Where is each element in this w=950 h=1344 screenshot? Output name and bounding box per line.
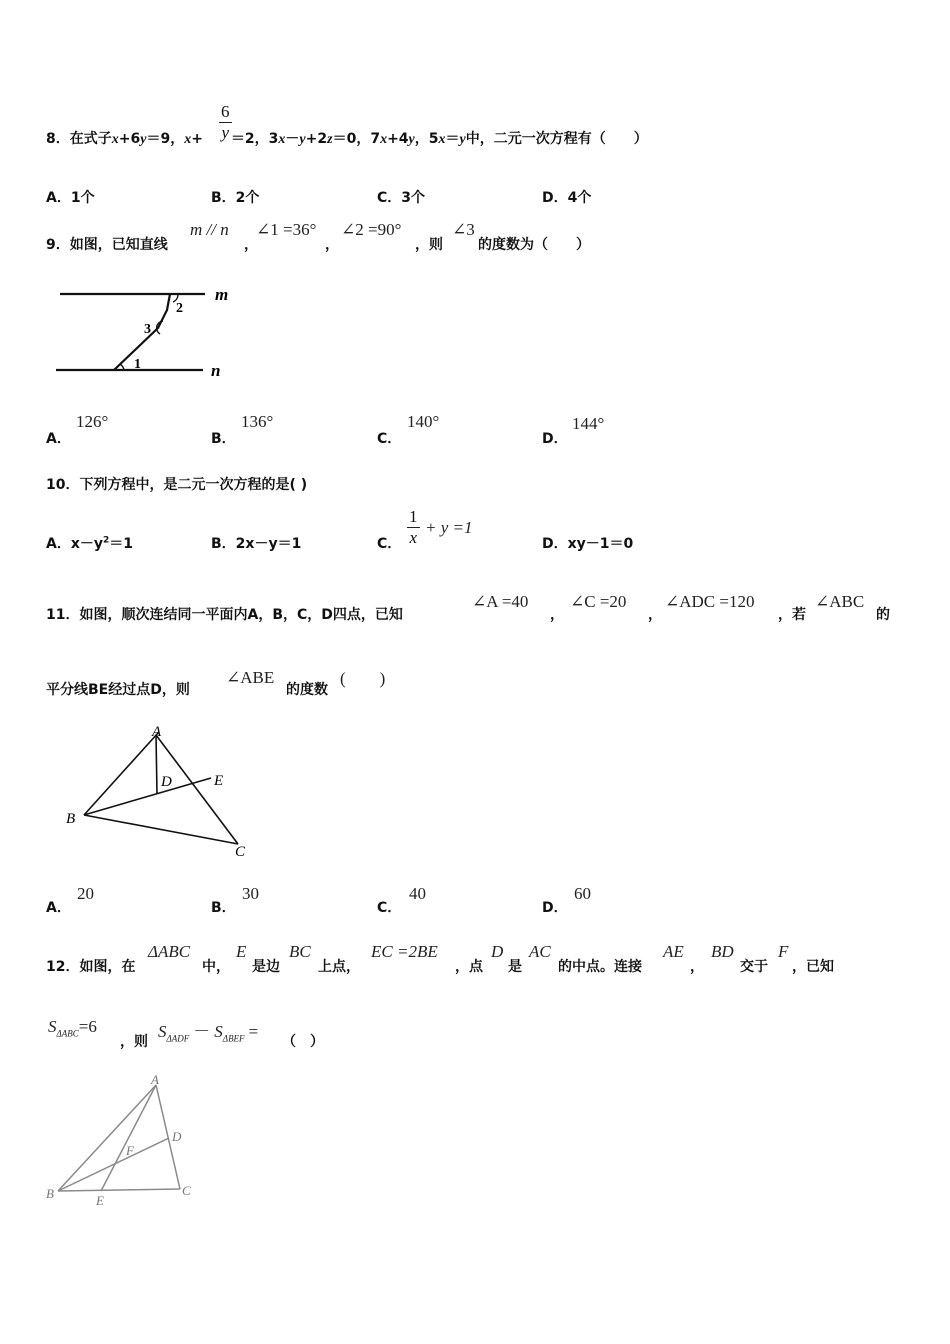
option-label: C． xyxy=(377,536,402,552)
area-subscript: ΔBEF xyxy=(222,1033,245,1044)
option-label: B． xyxy=(211,190,236,206)
q10-option-d[interactable] xyxy=(542,533,633,553)
q8-var: x xyxy=(380,132,388,147)
q9-text: 如图，已知直线 xyxy=(69,237,168,253)
q12-area-diff xyxy=(158,1017,258,1043)
q12-label-C: C xyxy=(182,1183,191,1198)
q11-math-angleABE: ∠ABE xyxy=(226,668,275,687)
q9-sep: ， xyxy=(325,237,339,253)
q9-sep: ， xyxy=(244,237,258,253)
q10-number: 10． xyxy=(46,477,80,493)
q8-text: 在式子 xyxy=(69,131,112,147)
q12-text: 中， xyxy=(202,959,230,975)
q11-label-D: D xyxy=(161,774,172,790)
option-label: D． xyxy=(542,190,568,206)
q12-segment-BC xyxy=(58,1189,180,1191)
q12-area-abc xyxy=(48,1017,97,1038)
q10-option-c[interactable] xyxy=(377,533,401,553)
q12-text: 是 xyxy=(508,959,522,975)
option-label: A． xyxy=(46,536,71,552)
q8-text: + xyxy=(191,131,203,147)
q9-text-post: 的度数为（ ） xyxy=(478,237,590,253)
q9-option-b[interactable] xyxy=(211,428,236,448)
q8-number: 8． xyxy=(46,131,70,147)
q12-text: 是边 xyxy=(252,959,280,975)
q12-label-B: B xyxy=(46,1186,54,1201)
option-label: B． xyxy=(211,536,236,552)
q8-option-b[interactable] xyxy=(211,187,259,207)
q11-answer-paren: ( ) xyxy=(340,669,386,688)
q8-var: y xyxy=(299,132,306,147)
q9-math-angle2: ∠2 =90° xyxy=(341,220,402,239)
q12-math-BC: BC xyxy=(289,942,311,961)
q9-math-parallel: m // n xyxy=(190,220,229,239)
q10-text: 下列方程中，是二元一次方程的是( ) xyxy=(79,477,308,493)
q9-option-d-value: 144° xyxy=(572,414,605,433)
q8-fraction-numerator: 6 xyxy=(221,102,230,121)
q11-label-E: E xyxy=(214,773,224,789)
option-label: B． xyxy=(211,900,236,916)
q12-answer-paren: （ ） xyxy=(282,1034,324,1050)
fraction-numerator: 1 xyxy=(409,507,418,526)
q8-option-d[interactable] xyxy=(542,187,591,207)
q8-text: +6 xyxy=(118,131,141,147)
fraction-denominator: x xyxy=(409,528,418,547)
q11-figure xyxy=(58,722,258,862)
q8-var: x xyxy=(438,132,446,147)
q12-text: ，则 xyxy=(120,1034,148,1050)
q8-var: x xyxy=(111,132,119,147)
q10-option-c-fraction xyxy=(407,507,420,548)
option-label: A． xyxy=(46,900,71,916)
q12-text: ， xyxy=(690,959,704,975)
q12-segment-BD xyxy=(58,1138,169,1191)
option-label: D． xyxy=(542,431,568,447)
q12-text: 如图，在 xyxy=(79,959,136,975)
q12-text: 交于 xyxy=(740,959,768,975)
q8-text: ＝9， xyxy=(146,131,185,147)
q11-option-b[interactable] xyxy=(211,897,236,917)
q9-math-angle1: ∠1 =36° xyxy=(256,220,317,239)
q11-text: 的 xyxy=(876,607,890,623)
option-label: C． xyxy=(377,900,402,916)
q8-text: 中，二元一次方程有（ ） xyxy=(465,131,648,147)
q11-segment-BE xyxy=(84,778,211,815)
q11-math-angleA: ∠A =40 xyxy=(472,592,529,611)
option-label: D． xyxy=(542,536,568,552)
q11-option-b-value: 30 xyxy=(242,884,259,903)
q11-option-d-value: 60 xyxy=(574,884,591,903)
q11-label-A: A xyxy=(152,724,162,740)
q8-text: ＝ xyxy=(445,131,460,147)
q9-label-1: 1 xyxy=(134,357,141,372)
area-symbol: S xyxy=(48,1017,57,1036)
q12-label-A: A xyxy=(151,1072,159,1087)
option-text: ＝1 xyxy=(109,536,134,552)
q11-sep: ， xyxy=(550,607,564,623)
q9-option-d[interactable] xyxy=(542,428,568,448)
q11-option-d[interactable] xyxy=(542,897,568,917)
q11-sep: ， xyxy=(648,607,662,623)
q11-number: 11． xyxy=(46,607,80,623)
q11-option-c-value: 40 xyxy=(409,884,426,903)
q9-math-angle3: ∠3 xyxy=(452,220,475,239)
q8-fraction-denominator: y xyxy=(221,123,230,142)
q12-label-D: D xyxy=(172,1129,182,1144)
option-label: A． xyxy=(46,431,71,447)
q8-text: － xyxy=(285,131,300,147)
q9-bent-line xyxy=(114,294,170,370)
q12-label-F: F xyxy=(126,1143,134,1158)
area-value: =6 xyxy=(78,1017,97,1036)
equals-sign: = xyxy=(248,1022,259,1041)
q10-option-a[interactable] xyxy=(46,533,133,553)
q9-stem xyxy=(46,234,168,254)
q9-label-2: 2 xyxy=(176,301,183,316)
q12-math-F: F xyxy=(778,942,789,961)
q9-label-m: m xyxy=(215,285,229,304)
q12-segment-AE xyxy=(101,1085,156,1191)
q12-label-E: E xyxy=(96,1193,104,1208)
q11-stem-line2: 平分线BE经过点D，则 xyxy=(46,682,190,698)
q12-math-triangle: ΔABC xyxy=(148,942,191,961)
option-exponent: 2 xyxy=(103,535,110,546)
q10-option-c-rest: + y =1 xyxy=(425,518,473,537)
q10-option-b[interactable] xyxy=(211,533,301,553)
q8-var: y xyxy=(459,132,466,147)
q12-math-ratio: EC =2BE xyxy=(371,942,438,961)
q12-text: ，已知 xyxy=(792,959,834,975)
q8-text: ＝0，7 xyxy=(332,131,381,147)
q9-figure xyxy=(50,278,250,383)
q8-text: ，5 xyxy=(414,131,439,147)
q9-label-3: 3 xyxy=(144,322,151,337)
q9-option-a[interactable] xyxy=(46,428,71,448)
q9-option-a-value: 126° xyxy=(76,412,109,431)
option-text: x－y xyxy=(70,536,103,552)
q9-option-c[interactable] xyxy=(377,428,401,448)
q12-text: ，点 xyxy=(455,959,483,975)
q8-var: x xyxy=(278,132,286,147)
q11-sep: ，若 xyxy=(778,607,806,623)
q8-fraction xyxy=(219,102,232,143)
option-label: C． xyxy=(377,190,402,206)
area-subscript: ΔABC xyxy=(56,1028,79,1039)
q12-text: 的中点。连接 xyxy=(558,959,642,975)
q11-segment-BC xyxy=(84,815,238,844)
option-text: 2x－y＝1 xyxy=(235,536,302,552)
q11-math-angleADC: ∠ADC =120 xyxy=(665,592,755,611)
q12-math-E: E xyxy=(236,942,247,961)
q11-math-angleABC: ∠ABC xyxy=(815,592,865,611)
q12-math-D: D xyxy=(491,942,504,961)
q11-math-angleC: ∠C =20 xyxy=(570,592,627,611)
option-text: 2个 xyxy=(235,190,260,206)
q8-option-a[interactable] xyxy=(46,187,95,207)
q12-number: 12． xyxy=(46,959,80,975)
q12-stem xyxy=(46,956,135,976)
q12-math-AC: AC xyxy=(529,942,551,961)
q11-label-B: B xyxy=(66,811,76,827)
option-text: xy－1＝0 xyxy=(567,536,634,552)
q11-label-C: C xyxy=(235,844,246,860)
area-symbol: S xyxy=(158,1022,167,1041)
q11-text: 如图，顺次连结同一平面内A，B，C，D四点，已知 xyxy=(79,607,403,623)
q11-segment-BA xyxy=(84,733,158,815)
q9-label-n: n xyxy=(211,361,221,380)
q11-option-c[interactable] xyxy=(377,897,401,917)
q8-stem xyxy=(46,128,648,148)
q9-number: 9． xyxy=(46,237,70,253)
q9-sep: ，则 xyxy=(415,237,443,253)
q11-text: 的度数 xyxy=(286,682,328,698)
q11-option-a[interactable] xyxy=(46,897,71,917)
option-text: 4个 xyxy=(567,190,592,206)
q8-text: ＝2，3 xyxy=(230,131,279,147)
option-label: C． xyxy=(377,431,402,447)
q12-math-BD: BD xyxy=(711,942,734,961)
minus-sign: － xyxy=(193,1022,211,1041)
option-label: A． xyxy=(46,190,71,206)
area-subscript: ΔADF xyxy=(166,1033,190,1044)
q12-segment-AB xyxy=(58,1085,156,1191)
option-text: 1个 xyxy=(70,190,95,206)
option-label: D． xyxy=(542,900,568,916)
q8-text: +4 xyxy=(387,131,409,147)
q8-var: y xyxy=(140,132,147,147)
q10-stem xyxy=(46,474,307,494)
q9-option-b-value: 136° xyxy=(241,412,274,431)
q11-segment-AD xyxy=(156,735,157,794)
q12-text: 上点， xyxy=(318,959,360,975)
q8-option-c[interactable] xyxy=(377,187,425,207)
q8-var: x xyxy=(184,132,192,147)
q8-var: z xyxy=(327,132,333,147)
q11-option-a-value: 20 xyxy=(77,884,94,903)
q8-text: +2 xyxy=(305,131,328,147)
q12-figure xyxy=(42,1068,202,1210)
q12-math-AE: AE xyxy=(663,942,684,961)
q9-option-c-value: 140° xyxy=(407,412,440,431)
option-label: B． xyxy=(211,431,236,447)
q8-var: y xyxy=(408,132,415,147)
option-text: 3个 xyxy=(401,190,426,206)
area-symbol: S xyxy=(214,1022,223,1041)
q11-stem xyxy=(46,604,403,624)
